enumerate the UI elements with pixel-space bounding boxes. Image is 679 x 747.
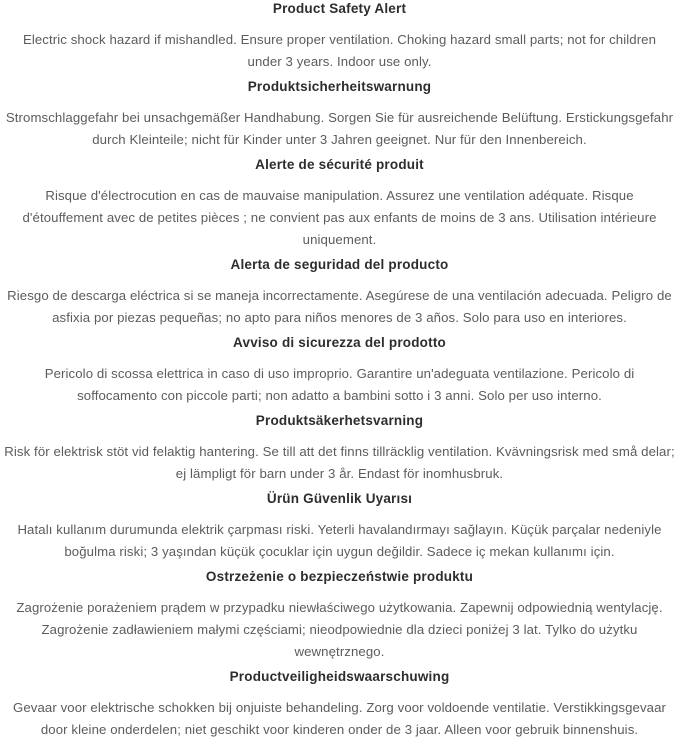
safety-alert-heading-es: Alerta de seguridad del producto [230, 257, 449, 272]
safety-alert-section-de [4, 79, 675, 151]
safety-alert-heading-it: Avviso di sicurezza del prodotto [233, 335, 446, 350]
safety-alert-text-tr: Hatalı kullanım durumunda elektrik çarpması riski. Yeterli havalandırmayı sağlayın. Küçük parçalar nedeniyle boğulma riski; 3 yaşından küçük çocuklar için uygun değildir. Sadece iç mekan kullanımı için. [17, 522, 662, 559]
safety-alert-text-de: Stromschlaggefahr bei unsachgemäßer Handhabung. Sorgen Sie für ausreichende Belüftung. Erstickungsgefahr durch Kleinteile; nicht für Kinder unter 3 Jahren geeignet. Nur für den Innenbereich. [5, 110, 674, 147]
safety-alert-heading-tr: Ürün Güvenlik Uyarısı [266, 491, 413, 506]
safety-alert-heading-de: Produktsicherheitswarnung [247, 79, 432, 94]
safety-alert-text-es: Riesgo de descarga eléctrica si se maneja incorrectamente. Asegúrese de una ventilación adecuada. Peligro de asfixia por piezas pequeñas; no apto para niños menores de 3 años. Solo para uso en interiores. [7, 288, 672, 325]
safety-alert-heading-sv: Produktsäkerhetsvarning [255, 413, 424, 428]
safety-alert-section-sv [4, 413, 675, 485]
safety-alert-section-es [4, 257, 675, 329]
safety-alert-heading-pl: Ostrzeżenie o bezpieczeństwie produktu [205, 569, 474, 584]
safety-alert-heading-nl: Productveiligheidswaarschuwing [229, 669, 450, 684]
safety-alert-section-it [4, 335, 675, 407]
safety-alert-text-it: Pericolo di scossa elettrica in caso di uso improprio. Garantire un'adeguata ventilazione. Pericolo di soffocamento con piccole parti; non adatto a bambini sotto i 3 anni. Solo per uso interno. [44, 366, 635, 403]
safety-alert-section-fr [4, 157, 675, 251]
safety-alert-section-en [4, 1, 675, 73]
safety-alert-text-en: Electric shock hazard if mishandled. Ensure proper ventilation. Choking hazard small parts; not for children under 3 years. Indoor use only. [22, 32, 657, 69]
safety-alert-text-fr: Risque d'électrocution en cas de mauvaise manipulation. Assurez une ventilation adéquate. Risque d'étouffement avec de petites pièces ; ne convient pas aux enfants de moins de 3 ans. Utilisation intérieure uniquement. [22, 188, 657, 247]
safety-alert-section-tr [4, 491, 675, 563]
safety-alert-section-pl [4, 569, 675, 663]
safety-alert-heading-en: Product Safety Alert [272, 1, 407, 16]
safety-alert-section-nl [4, 669, 675, 741]
safety-alert-text-pl: Zagrożenie porażeniem prądem w przypadku niewłaściwego użytkowania. Zapewnij odpowiednią wentylację. Zagrożenie zadławieniem małymi częściami; nieodpowiednie dla dzieci poniżej 3 lat. Tylko do użytku wewnętrznego. [16, 600, 663, 659]
safety-alert-heading-fr: Alerte de sécurité produit [255, 157, 424, 172]
safety-alert-text-sv: Risk för elektrisk stöt vid felaktig hantering. Se till att det finns tillräcklig ventilation. Kvävningsrisk med små delar; ej lämpligt för barn under 3 år. Endast för inomhusbruk. [4, 444, 675, 481]
safety-alert-text-nl: Gevaar voor elektrische schokken bij onjuiste behandeling. Zorg voor voldoende ventilatie. Verstikkingsgevaar door kleine onderdelen; niet geschikt voor kinderen onder de 3 jaar. Alleen voor gebruik binnenshuis. [12, 700, 667, 737]
